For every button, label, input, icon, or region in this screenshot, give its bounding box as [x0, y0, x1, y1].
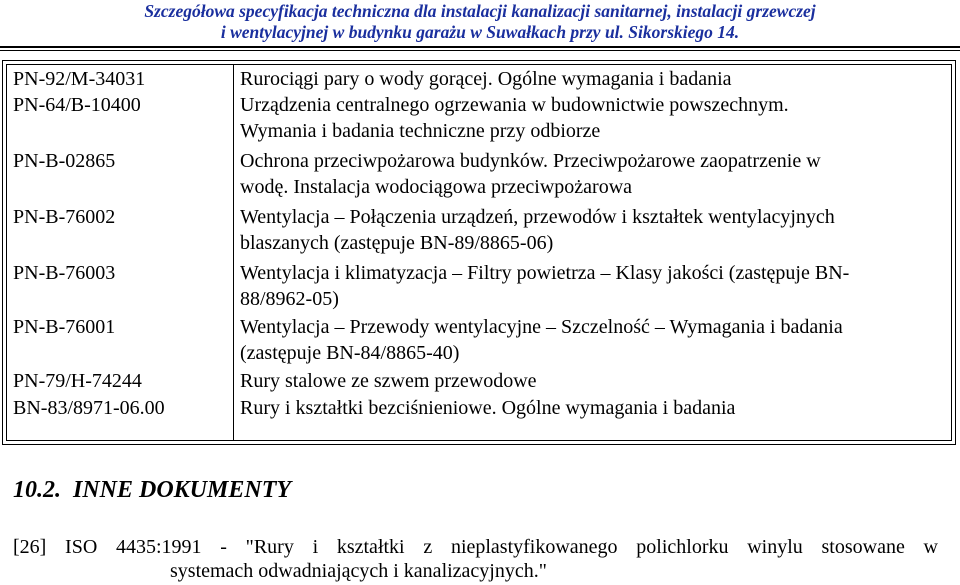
header-rule-thin — [0, 50, 960, 51]
description-line: Rury stalowe ze szwem przewodowe — [240, 370, 537, 392]
header-line-2: i wentylacyjnej w budynku garażu w Suwałkach przy ul. Sikorskiego 14. — [220, 22, 740, 42]
reference-word: winylu — [747, 536, 803, 558]
standard-description — [240, 66, 930, 92]
section-number: 10.2. — [13, 477, 61, 503]
standard-description — [240, 92, 930, 144]
reference-word: - — [220, 536, 227, 558]
standard-description — [240, 395, 930, 421]
description-line: Ochrona przeciwpożarowa budynków. Przeciwpożarowe zaopatrzenie w — [240, 150, 821, 172]
reference-entry — [13, 535, 938, 583]
section-title: INNE DOKUMENTY — [73, 477, 292, 503]
header-line-1: Szczegółowa specyfikacja techniczna dla instalacji kanalizacji sanitarnej, instalacji grzewczej — [144, 1, 816, 21]
standard-description — [240, 314, 930, 366]
description-line: Wymania i badania techniczne przy odbiorze — [240, 120, 601, 142]
reference-word: z — [423, 536, 433, 558]
standards-table-inner — [6, 64, 952, 441]
description-line: Wentylacja i klimatyzacja – Filtry powietrza – Klasy jakości (zastępuje BN- — [240, 262, 850, 284]
description-line: 88/8962-05) — [240, 288, 339, 310]
standard-code: PN-B-76003 — [13, 262, 116, 284]
header-rule-thick — [0, 46, 960, 48]
description-line: (zastępuje BN-84/8865-40) — [240, 342, 460, 364]
standard-code: PN-92/M-34031 — [13, 68, 146, 90]
standard-code: BN-83/8971-06.00 — [13, 397, 165, 419]
table-row — [7, 66, 951, 92]
table-row — [7, 148, 951, 198]
reference-word: "Rury — [245, 536, 294, 558]
standard-description — [240, 260, 930, 312]
description-line: wodę. Instalacja wodociągowa przeciwpożarowa — [240, 176, 633, 198]
description-line: Wentylacja – Połączenia urządzeń, przewodów i kształtek wentylacyjnych — [240, 206, 835, 228]
description-line: blaszanych (zastępuje BN-89/8865-06) — [240, 232, 554, 254]
standard-description — [240, 148, 930, 200]
description-line: Rurociągi pary o wody gorącej. Ogólne wymagania i badania — [240, 68, 732, 90]
reference-word: 4435:1991 — [116, 536, 202, 558]
table-row — [7, 204, 951, 254]
standard-description — [240, 204, 930, 256]
document-header — [0, 0, 960, 43]
description-line: Urządzenia centralnego ogrzewania w budownictwie powszechnym. — [240, 94, 789, 116]
description-line: Rury i kształtki bezciśnieniowe. Ogólne wymagania i badania — [240, 397, 736, 419]
standard-code: PN-B-02865 — [13, 150, 116, 172]
reference-line-2: systemach odwadniających i kanalizacyjnych." — [170, 560, 547, 582]
table-row — [7, 368, 951, 394]
reference-word: i — [312, 536, 319, 558]
reference-line-1 — [13, 535, 938, 559]
reference-word: kształtki — [336, 536, 405, 558]
standard-code: PN-79/H-74244 — [13, 370, 142, 392]
table-row — [7, 92, 951, 142]
table-row — [7, 260, 951, 310]
reference-word: nieplastyfikowanego — [450, 536, 618, 558]
reference-word: ISO — [65, 536, 98, 558]
reference-word: polichlorku — [636, 536, 729, 558]
reference-word: w — [923, 536, 938, 558]
table-row — [7, 395, 951, 421]
standard-code: PN-64/B-10400 — [13, 94, 141, 116]
standard-code: PN-B-76001 — [13, 316, 116, 338]
reference-word: stosowane — [821, 536, 905, 558]
standard-code: PN-B-76002 — [13, 206, 116, 228]
standard-description — [240, 368, 930, 394]
section-heading — [13, 476, 291, 504]
standards-table — [2, 60, 956, 445]
description-line: Wentylacja – Przewody wentylacyjne – Szczelność – Wymagania i badania — [240, 316, 843, 338]
reference-word: [26] — [13, 536, 47, 558]
table-row — [7, 314, 951, 364]
